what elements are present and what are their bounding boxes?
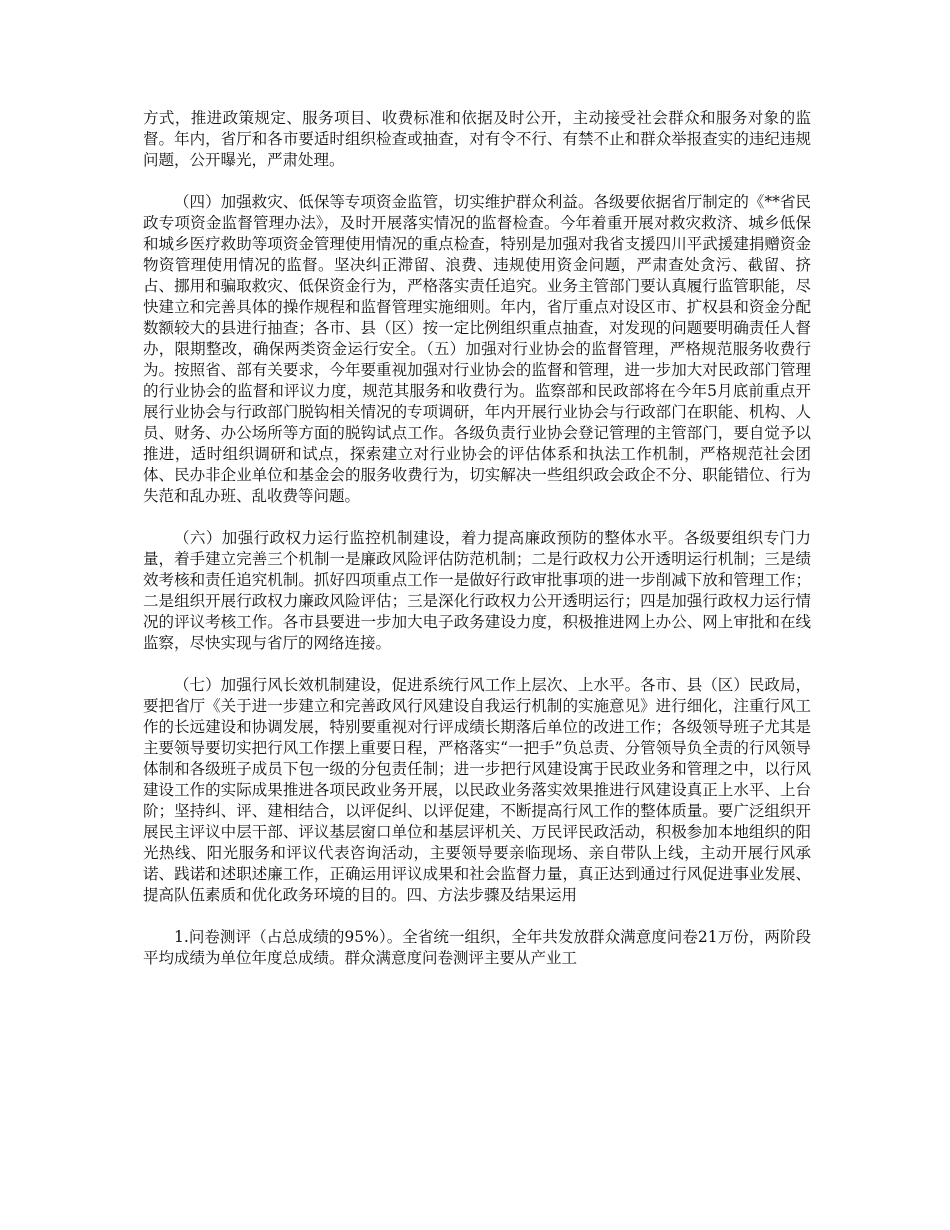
paragraph-1: 方式，推进政策规定、服务项目、收费标准和依据及时公开，主动接受社会群众和服务对象的监督。年内，省厅和各市要适时组织检查或抽查，对有令不行、有禁不止和群众举报查实的违纪违规问题，公开曝光，严肃处理。 (143, 109, 811, 169)
paragraph-4: （七）加强行风长效机制建设，促进系统行风工作上层次、上水平。各市、县（区）民政局，要把省厅《关于进一步建立和完善政风行风建设自我运行机制的实施意见》进行细化，注重行风工作的长远建设和协调发展，特别要重视对行评成绩长期落后单位的改进工作；各级领导班子尤其是主要领导要切实把行风工作摆上重要日程，严格落实“一把手”负总责、分管领导负全责的行风领导体制和各级班子成员下包一级的分包责任制；进一步把行风建设寓于民政业务和管理之中，以行风建设工作的实际成果推进各项民政业务开展，以民政业务落实效果推进行风建设真正上水平、上台阶；坚持纠、评、建相结合，以评促纠、以评促建，不断提高行风工作的整体质量。要广泛组织开展民主评议中层干部、评议基层窗口单位和基层评机关、万民评民政活动，积极参加本地组织的阳光热线、阳光服务和评议代表咨询活动，主要领导要亲临现场、亲自带队上线，主动开展行风承诺、践诺和述职述廉工作，正确运用评议成果和社会监督力量，真正达到通过行风促进事业发展、提高队伍素质和优化政务环境的目的。四、方法步骤及结果运用 (143, 676, 811, 904)
paragraph-3: （六）加强行政权力运行监控机制建设，着力提高廉政预防的整体水平。各级要组织专门力量，着手建立完善三个机制一是廉政风险评估防范机制；二是行政权力公开透明运行机制；三是绩效考核和责任追究机制。抓好四项重点工作一是做好行政审批事项的进一步削减下放和管理工作；二是组织开展行政权力廉政风险评估；三是深化行政权力公开透明运行；四是加强行政权力运行情况的评议考核工作。各市县要进一步加大电子政务建设力度，积极推进网上办公、网上审批和在线监察，尽快实现与省厅的网络连接。 (143, 529, 811, 652)
paragraph-5: 1.问卷测评（占总成绩的95%）。全省统一组织，全年共发放群众满意度问卷21万份，两阶段平均成绩为单位年度总成绩。群众满意度问卷测评主要从产业工 (143, 928, 811, 967)
document-body (143, 108, 811, 990)
paragraph-2: （四）加强救灾、低保等专项资金监管，切实维护群众利益。各级要依据省厅制定的《**省民政专项资金监督管理办法》，及时开展落实情况的监督检查。今年着重开展对救灾救济、城乡低保和城乡医疗救助等项资金管理使用情况的重点检查，特别是加强对我省支援四川平武援建捐赠资金物资管理使用情况的监督。坚决纠正滞留、浪费、违规使用资金问题，严肃查处贪污、截留、挤占、挪用和骗取救灾、低保资金行为，严格落实责任追究。业务主管部门要认真履行监管职能，尽快建立和完善具体的操作规程和监督管理实施细则。年内，省厅重点对设区市、扩权县和资金分配数额较大的县进行抽查；各市、县（区）按一定比例组织重点抽查，对发现的问题要明确责任人督办，限期整改，确保两类资金运行安全。（五）加强对行业协会的监督管理，严格规范服务收费行为。按照省、部有关要求，今年要重视加强对行业协会的监督和管理，进一步加大对民政部门管理的行业协会的监督和评议力度，规范其服务和收费行为。监察部和民政部将在今年5月底前重点开展行业协会与行政部门脱钩相关情况的专项调研，年内开展行业协会与行政部门在职能、机构、人员、财务、办公场所等方面的脱钩试点工作。各级负责行业协会登记管理的主管部门，要自觉予以推进，适时组织调研和试点，探索建立对行业协会的评估体系和执法工作机制，严格规范社会团体、民办非企业单位和基金会的服务收费行为，切实解决一些组织政会政企不分、职能错位、行为失范和乱办班、乱收费等问题。 (143, 193, 811, 505)
